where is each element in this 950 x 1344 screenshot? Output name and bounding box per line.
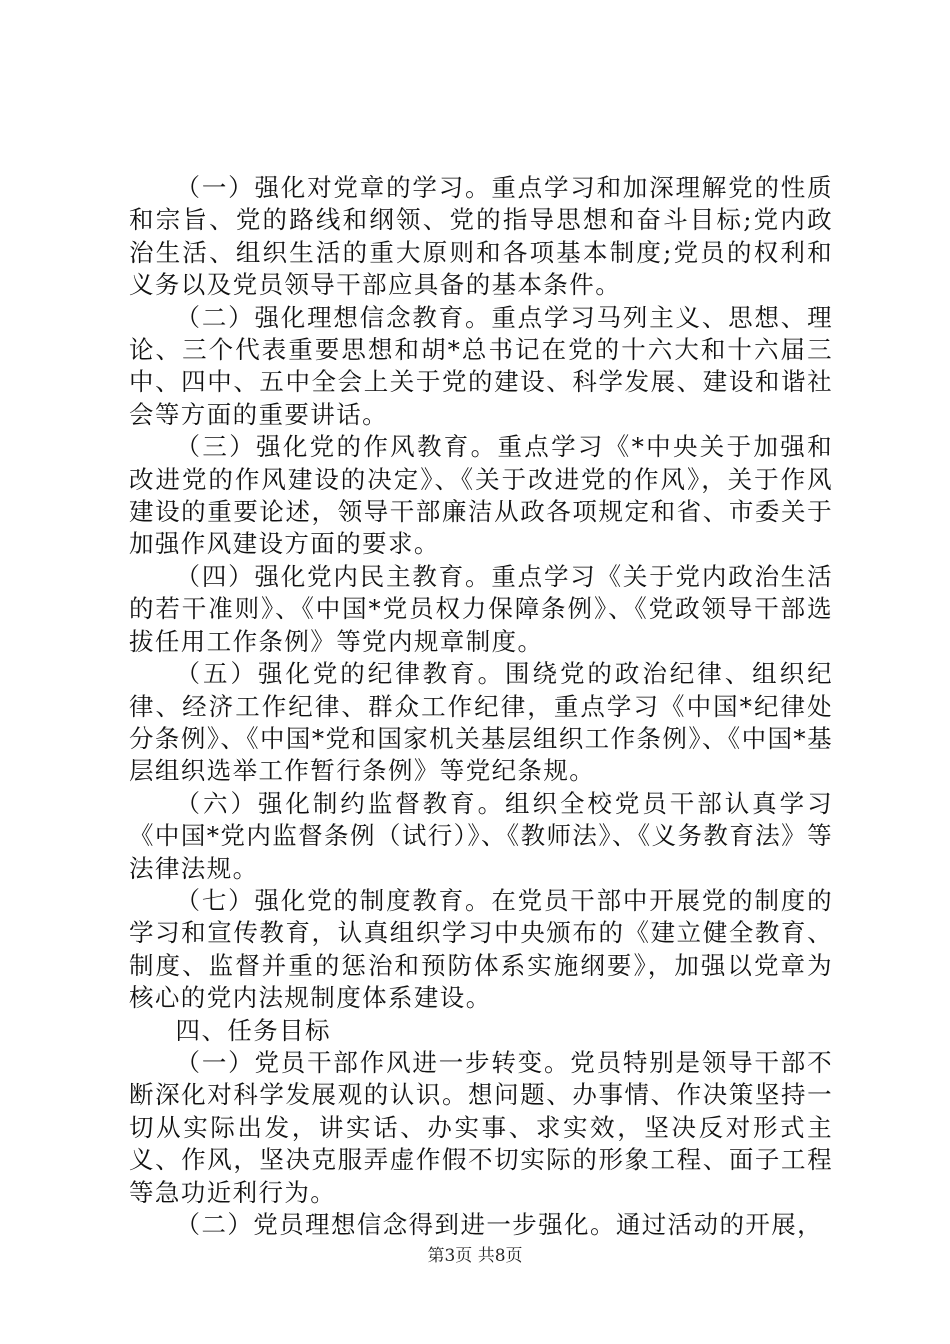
paragraph-7: （七）强化党的制度教育。在党员干部中开展党的制度的学习和宣传教育，认真组织学习中央颁布的《建立健全教育、制度、监督并重的惩治和预防体系实施纲要》，加强以党章为核心的党内法规制度体系建设。 — [129, 885, 833, 1013]
page-number-footer: 第3页 共8页 — [427, 1246, 523, 1266]
paragraph-8: （一）党员干部作风进一步转变。党员特别是领导干部不断深化对科学发展观的认识。想问题、办事情、作决策坚持一切从实际出发，讲实话、办实事、求实效，坚决反对形式主义、作风，坚决克服弄虚作假不切实际的形象工程、面子工程等急功近利行为。 — [129, 1047, 833, 1207]
paragraph-2: （二）强化理想信念教育。重点学习马列主义、思想、理论、三个代表重要思想和胡*总书记在党的十六大和十六届三中、四中、五中全会上关于党的建设、科学发展、建设和谐社会等方面的重要讲话。 — [129, 302, 833, 429]
paragraph-6: （六）强化制约监督教育。组织全校党员干部认真学习《中国*党内监督条例（试行）》、《教师法》、《义务教育法》等法律法规。 — [129, 788, 833, 883]
paragraph-4: （四）强化党内民主教育。重点学习《关于党内政治生活的若干准则》、《中国*党员权力保障条例》、《党政领导干部选拔任用工作条例》等党内规章制度。 — [129, 561, 833, 656]
document-body — [129, 172, 833, 1241]
paragraph-9: （二）党员理想信念得到进一步强化。通过活动的开展， — [175, 1210, 824, 1239]
paragraph-3: （三）强化党的作风教育。重点学习《*中央关于加强和改进党的作风建设的决定》、《关于改进党的作风》，关于作风建设的重要论述，领导干部廉洁从政各项规定和省、市委关于加强作风建设方面的要求。 — [129, 432, 833, 559]
section-heading: 四、任务目标 — [175, 1015, 331, 1045]
paragraph-1: （一）强化对党章的学习。重点学习和加深理解党的性质和宗旨、党的路线和纲领、党的指导思想和奋斗目标;党内政治生活、组织生活的重大原则和各项基本制度;党员的权利和义务以及党员领导干部应具备的基本条件。 — [129, 173, 833, 300]
paragraph-5: （五）强化党的纪律教育。围绕党的政治纪律、组织纪律、经济工作纪律、群众工作纪律，重点学习《中国*纪律处分条例》、《中国*党和国家机关基层组织工作条例》、《中国*基层组织选举工作暂行条例》等党纪条规。 — [129, 659, 833, 786]
